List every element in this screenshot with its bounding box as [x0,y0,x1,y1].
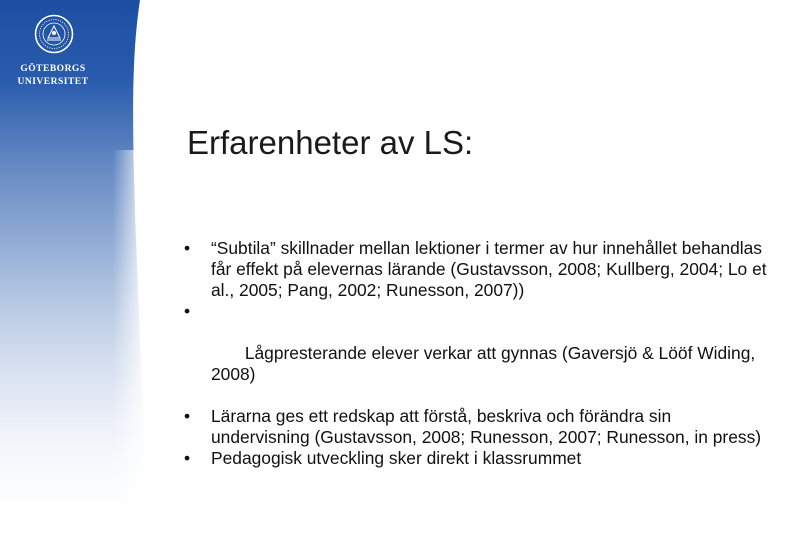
bullet-text: Lärarna ges ett redskap att förstå, beskriva och förändra sin undervisning (Gustavsson, 2008; Runesson, 2007; Runesson, in press) [211,406,762,447]
bullet-text: Pedagogisk utveckling sker direkt i klassrummet [211,448,582,468]
bullet-dot-icon: • [184,448,191,468]
slide-title: Erfarenheter av LS: [187,124,474,161]
bullet-item [184,238,774,301]
bullet-item [184,448,774,469]
logo-text-line1: GÖTEBORGS [20,64,86,74]
university-seal-icon [34,14,74,54]
bullet-dot-icon: • [184,301,191,321]
bullet-list [184,238,774,469]
bullet-item [184,301,774,406]
bullet-text: “Subtila” skillnader mellan lektioner i termer av hur innehållet behandlas får effekt på elevernas lärande (Gustavsson, 2008; Kullberg, 2004; Lo et al., 2005; Pang, 2002; Runesson, 2007)) [211,238,767,300]
bullet-text: Lågpresterande elever verkar att gynnas (Gaversjö & Lööf Widing, 2008) [211,343,761,384]
bullet-dot-icon: • [184,238,191,258]
bullet-dot-icon: • [184,406,191,426]
university-logo [14,14,92,92]
bullet-item [184,406,774,448]
logo-text-line2: UNIVERSITET [17,77,89,87]
